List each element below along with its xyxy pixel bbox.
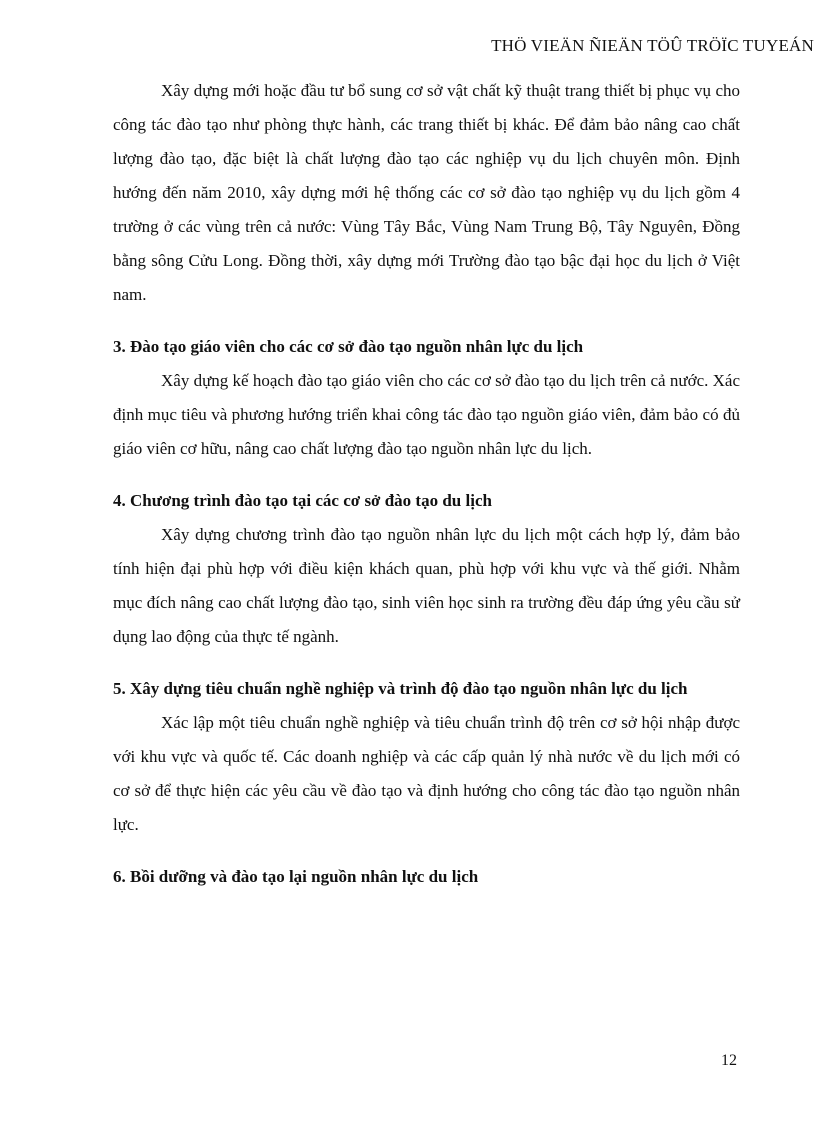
running-header: THÖ VIEÄN ÑIEÄN TÖÛ TRÖÏC TUYEÁN (491, 36, 814, 55)
intro-paragraph: Xây dựng mới hoặc đầu tư bổ sung cơ sở vật chất kỹ thuật trang thiết bị phục vụ cho công tác đào tạo như phòng thực hành, các trang thiết bị khác. Để đảm bảo nâng cao chất lượng đào tạo, đặc biệt là chất lượng đào tạo các nghiệp vụ du lịch chuyên môn. Định hướng đến năm 2010, xây dựng mới hệ thống các cơ sở đào tạo nghiệp vụ du lịch gồm 4 trường ở các vùng trên cả nước: Vùng Tây Bắc, Vùng Nam Trung Bộ, Tây Nguyên, Đồng bằng sông Cửu Long. Đồng thời, xây dựng mới Trường đào tạo bậc đại học du lịch ở Việt nam. (113, 81, 740, 304)
document-body (113, 74, 740, 894)
section-5-heading: 5. Xây dựng tiêu chuẩn nghề nghiệp và trình độ đào tạo nguồn nhân lực du lịch (113, 679, 688, 698)
page-number: 12 (721, 1052, 737, 1069)
section-gap (113, 312, 740, 330)
section-4-paragraph: Xây dựng chương trình đào tạo nguồn nhân lực du lịch một cách hợp lý, đảm bảo tính hiện đại phù hợp với điều kiện khách quan, phù hợp với khu vực và thế giới. Nhằm mục đích nâng cao chất lượng đào tạo, sinh viên học sinh ra trường đều đáp ứng yêu cầu sử dụng lao động của thực tế ngành. (113, 525, 740, 646)
section-6-heading: 6. Bồi dưỡng và đào tạo lại nguồn nhân lực du lịch (113, 867, 479, 886)
section-3-paragraph: Xây dựng kế hoạch đào tạo giáo viên cho các cơ sở đào tạo du lịch trên cả nước. Xác định mục tiêu và phương hướng triển khai công tác đào tạo nguồn giáo viên, đảm bảo có đủ giáo viên cơ hữu, nâng cao chất lượng đào tạo nguồn nhân lực du lịch. (113, 371, 740, 458)
section-gap (113, 842, 740, 860)
section-gap (113, 466, 740, 484)
section-gap (113, 654, 740, 672)
section-4-heading: 4. Chương trình đào tạo tại các cơ sở đào tạo du lịch (113, 491, 492, 510)
section-3-heading: 3. Đào tạo giáo viên cho các cơ sở đào tạo nguồn nhân lực du lịch (113, 337, 584, 356)
section-5-paragraph: Xác lập một tiêu chuẩn nghề nghiệp và tiêu chuẩn trình độ trên cơ sở hội nhập được với khu vực và quốc tế. Các doanh nghiệp và các cấp quản lý nhà nước về du lịch mới có cơ sở để thực hiện các yêu cầu về đào tạo và định hướng cho công tác đào tạo nguồn nhân lực. (113, 713, 740, 834)
